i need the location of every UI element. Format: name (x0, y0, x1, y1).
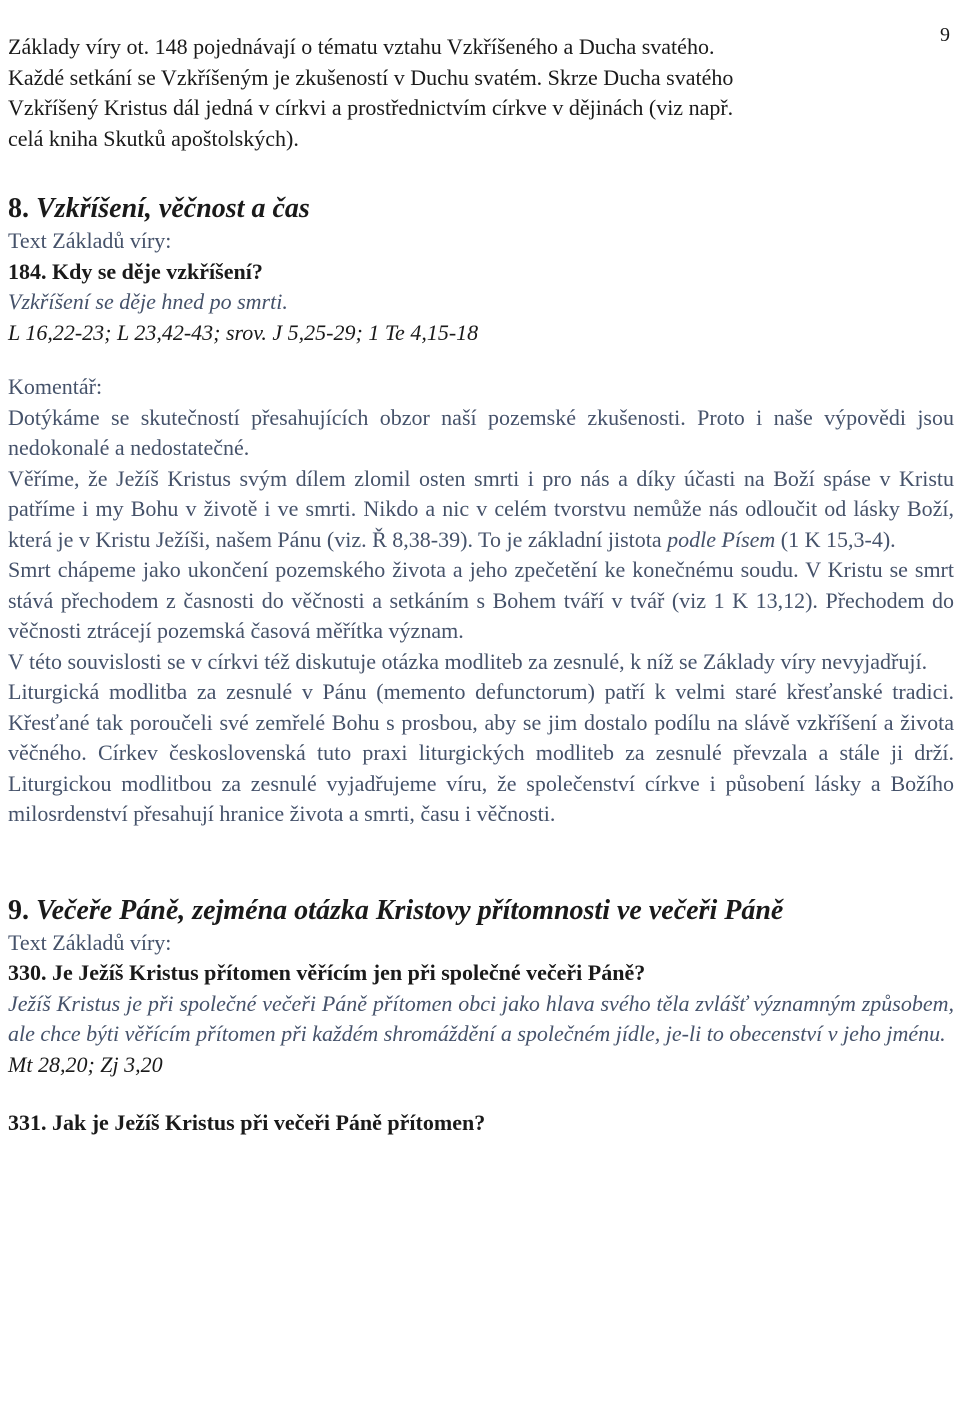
section-9-number: 9. (8, 894, 29, 926)
intro-line: Každé setkání se Vzkříšeným je zkušeností v Duchu svatém. Skrze Ducha svatého (8, 64, 734, 90)
page-number: 9 (940, 24, 950, 46)
intro-line: Vzkříšený Kristus dál jedná v církvi a prostřednictvím církve v dějinách (viz např. (8, 95, 734, 120)
references-330: Mt 28,20; Zj 3,20 (8, 1051, 163, 1077)
comment-paragraph-2-tail: (1 K 15,3-4). (780, 526, 896, 552)
comment-paragraph-4: V této souvislosti se v církvi též diskutuje otázka modliteb za zesnulé, k níž se Základy víry nevyjadřují. (8, 648, 928, 674)
comment-paragraph-2 (8, 464, 954, 556)
document-page (8, 24, 954, 1139)
intro-paragraph (8, 32, 954, 154)
comment-paragraph-1: Dotýkáme se skutečností přesahujících obzor naší pozemské zkušenosti. Proto i naše výpovědi jsou nedokonalé a nedostatečné. (8, 404, 954, 460)
question-184: 184. Kdy se děje vzkříšení? (8, 258, 263, 284)
section-9-text-label: Text Základů víry: (8, 929, 172, 955)
comment-paragraph-5: Liturgická modlitba za zesnulé v Pánu (memento defunctorum) patří k velmi staré křesťanské tradici. Křesťané tak poroučeli své zemřelé Bohu s prosbou, aby se jim dostalo podílu na slávě vzkříšení a života věčného. Církev československá tuto praxi liturgických modliteb za zesnulé převzala a stále ji drží. Liturgickou modlitbou za zesnulé vyjadřujeme víru, že společenství církve i působení lásky a Božího milosrdenství přesahují hranice života a smrti, času i věčnosti. (8, 679, 954, 826)
answer-330: Ježíš Kristus je při společné večeři Páně přítomen obci jako hlava svého těla zvlášť významným způsobem, ale chce býti věřícím přítomen při každém shromáždění a společném jídle, je-li to obecenství v jeho jménu. (8, 990, 954, 1046)
answer-184: Vzkříšení se děje hned po smrti. (8, 289, 288, 314)
section-8-number: 8. (8, 193, 29, 224)
section-8-text-label: Text Základů víry: (8, 228, 172, 253)
references-184: L 16,22-23; L 23,42-43; srov. J 5,25-29; 1 Te 4,15-18 (8, 319, 479, 345)
comment-paragraph-2-text: Věříme, že Ježíš Kristus svým dílem zlomil osten smrti i pro nás a díky účasti na Boží spáse v Kristu patříme i my Bohu v životě i ve smrti. Nikdo a nic v celém tvorstvu nemůže nás odloučit od lásky Boží, která je v Kristu Ježíši, našem Pánu (viz. Ř 8,38-39). To je základní jistota (8, 465, 954, 552)
section-8-heading (8, 192, 954, 226)
section-8-title: Vzkříšení, věčnost a čas (36, 193, 310, 224)
intro-line: Základy víry ot. 148 pojednávají o tématu vztahu Vzkříšeného a Ducha svatého. (8, 34, 715, 59)
intro-line: celá kniha Skutků apoštolských). (8, 125, 299, 151)
section-9-title: Večeře Páně, zejména otázka Kristovy přítomnosti ve večeři Páně (36, 894, 784, 926)
comment-label: Komentář: (8, 374, 103, 399)
comment-paragraph-2-italic: podle Písem (667, 526, 776, 552)
comment-paragraph-3: Smrt chápeme jako ukončení pozemského života a jeho zpečetění ke konečnému soudu. V Kristu se smrt stává přechodem z časnosti do věčnosti a setkáním s Bohem tváří v tvář (viz 1 K 13,12). Přechodem do věčnosti ztrácejí pozemská časová měřítka význam. (8, 557, 954, 643)
section-9-heading (8, 894, 954, 928)
question-330: 330. Je Ježíš Kristus přítomen věřícím jen při společné večeři Páně? (8, 960, 646, 985)
question-331: 331. Jak je Ježíš Kristus při večeři Páně přítomen? (8, 1110, 486, 1135)
